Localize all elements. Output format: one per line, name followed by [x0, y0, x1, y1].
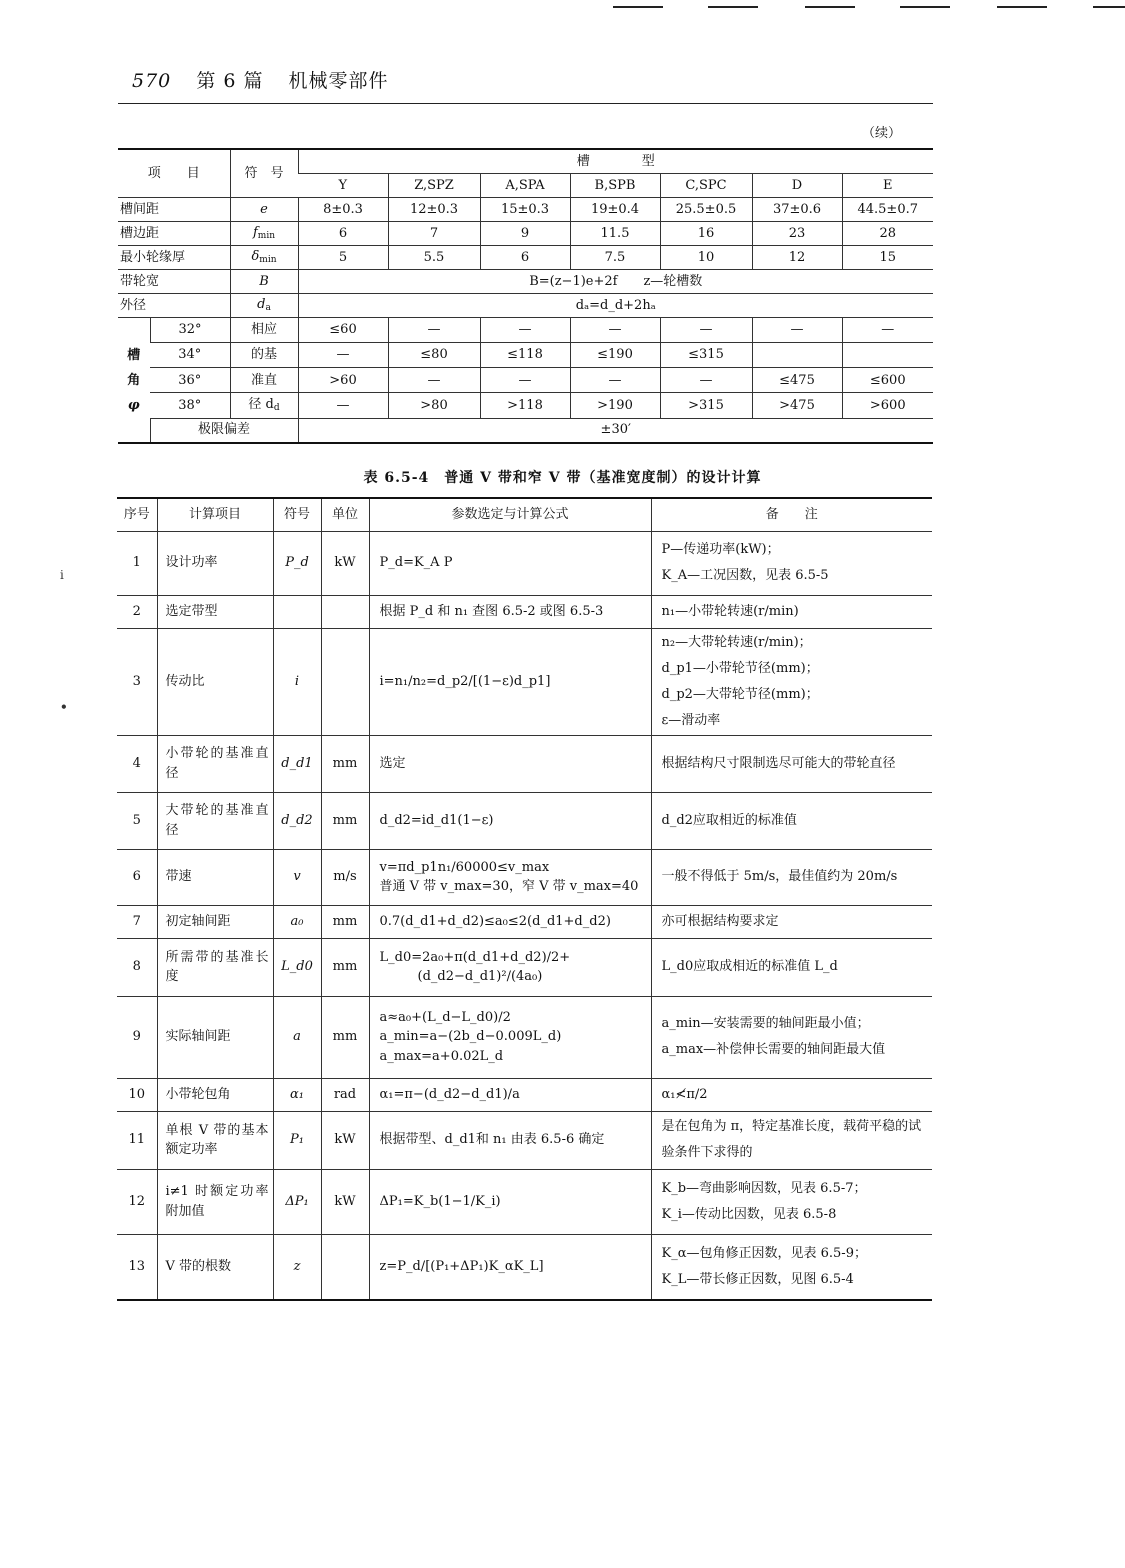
formula	[369, 1111, 651, 1169]
col-header: 单位	[321, 498, 369, 531]
table-row	[118, 393, 933, 418]
symbol	[273, 595, 321, 628]
row-number: 2	[117, 595, 157, 628]
row-number: 1	[117, 531, 157, 595]
table-row	[118, 343, 933, 368]
formula	[369, 996, 651, 1078]
calc-item: 单根 V 带的基本额定功率	[157, 1111, 273, 1169]
table-row	[117, 735, 932, 792]
note-line: 亦可根据结构要求定	[661, 913, 779, 929]
formula	[369, 792, 651, 849]
symbol: P_d	[273, 531, 321, 595]
table-cell: 6	[480, 246, 570, 270]
note-line: K_α—包角修正因数，见表 6.5-9；	[661, 1245, 867, 1261]
note-line: d_d2应取相近的标准值	[661, 812, 797, 828]
formula-line: 普通 V 带 v_max=30，窄 V 带 v_max=40	[379, 879, 639, 894]
unit: rad	[321, 1078, 369, 1111]
table-cell: >190	[570, 393, 660, 418]
col-header-symbol: 符 号	[230, 149, 298, 198]
groove-type: Y	[298, 174, 388, 198]
section-title: 机械零部件	[288, 70, 389, 92]
col-header: 计算项目	[157, 498, 273, 531]
table-cell: 11.5	[570, 222, 660, 246]
note-line: d_p2—大带轮节径(mm)；	[661, 686, 819, 702]
unit: kW	[321, 1111, 369, 1169]
col-header: 序号	[117, 498, 157, 531]
scan-mark: •	[60, 700, 68, 714]
table-cell: ≤475	[752, 368, 842, 393]
note-line: α₁≮π/2	[661, 1086, 708, 1102]
groove-type: C,SPC	[660, 174, 752, 198]
row-symbol: $d_a$	[230, 294, 298, 318]
note-line: 一般不得低于 5m/s，最佳值约为 20m/s	[661, 869, 898, 884]
table-cell: 5	[298, 246, 388, 270]
formula	[369, 595, 651, 628]
symbol: z	[273, 1234, 321, 1300]
note	[651, 1169, 932, 1234]
table-row	[118, 318, 933, 343]
table-cell: >60	[298, 368, 388, 393]
tolerance-label: 极限偏差	[150, 418, 298, 443]
table-row	[117, 849, 932, 905]
formula	[369, 531, 651, 595]
table-cell: 7	[388, 222, 480, 246]
groove-type: Z,SPZ	[388, 174, 480, 198]
table-cell: 8±0.3	[298, 198, 388, 222]
table-cell: —	[388, 318, 480, 343]
calc-item: 小带轮的基准直径	[157, 735, 273, 792]
formula	[369, 628, 651, 735]
table-cell: 15±0.3	[480, 198, 570, 222]
tolerance-value: ±30′	[298, 418, 933, 443]
table-cell: 28	[842, 222, 933, 246]
calc-item: V 带的根数	[157, 1234, 273, 1300]
note	[651, 849, 932, 905]
angle-value: 36°	[150, 368, 230, 393]
angle-value: 32°	[150, 318, 230, 343]
col-header-groove: 槽 型	[298, 149, 933, 174]
unit	[321, 1234, 369, 1300]
table-row	[118, 198, 933, 222]
formula-line: 选定	[379, 755, 406, 771]
table-cell	[842, 343, 933, 368]
calc-item: 大带轮的基准直径	[157, 792, 273, 849]
note-line: a_min—安装需要的轴间距最小值；	[661, 1016, 870, 1031]
table-cell: ≤60	[298, 318, 388, 343]
table-cell: —	[570, 368, 660, 393]
note	[651, 996, 932, 1078]
row-label: 外径	[118, 294, 230, 318]
table-cell: 44.5±0.7	[842, 198, 933, 222]
groove-type: B,SPB	[570, 174, 660, 198]
table-row	[117, 628, 932, 735]
formula	[369, 849, 651, 905]
table-cell: —	[480, 368, 570, 393]
note-line: P—传递功率(kW)；	[661, 542, 780, 557]
unit: mm	[321, 996, 369, 1078]
unit: mm	[321, 792, 369, 849]
row-number: 3	[117, 628, 157, 735]
part-label: 第 6 篇	[196, 70, 264, 92]
symbol: i	[273, 628, 321, 735]
table-cell: ≤600	[842, 368, 933, 393]
unit	[321, 628, 369, 735]
row-symbol: $\delta_{min}$	[230, 246, 298, 270]
table-row	[118, 294, 933, 318]
table-cell: —	[298, 343, 388, 368]
note	[651, 792, 932, 849]
formula-line: α₁=π−(d_d2−d_d1)/a	[379, 1086, 520, 1102]
table-row	[117, 1078, 932, 1111]
col-header-item: 项 目	[118, 149, 230, 198]
note	[651, 1111, 932, 1169]
formula	[369, 1169, 651, 1234]
formula	[369, 1078, 651, 1111]
unit	[321, 595, 369, 628]
note-line: 根据结构尺寸限制选尽可能大的带轮直径	[661, 755, 896, 771]
angle-value: 34°	[150, 343, 230, 368]
table-cell: 25.5±0.5	[660, 198, 752, 222]
formula-line: a_min=a−(2b_d−0.009L_d)	[379, 1029, 562, 1045]
calc-item: 初定轴间距	[157, 905, 273, 938]
note-line: K_A—工况因数，见表 6.5-5	[661, 568, 829, 583]
col-header: 参数选定与计算公式	[369, 498, 651, 531]
row-label: 槽边距	[118, 222, 230, 246]
row-number: 10	[117, 1078, 157, 1111]
note-line: d_p1—小带轮节径(mm)；	[661, 660, 819, 676]
row-symbol: $f_{min}$	[230, 222, 298, 246]
continued-label: （续）	[862, 126, 902, 141]
table-cell	[752, 343, 842, 368]
table-cell: 12	[752, 246, 842, 270]
table-cell: >600	[842, 393, 933, 418]
symbol: ΔP₁	[273, 1169, 321, 1234]
table-cell: —	[660, 318, 752, 343]
groove-type: E	[842, 174, 933, 198]
formula-line: ΔP₁=K_b(1−1/K_i)	[379, 1193, 501, 1209]
formula-line: i=n₁/n₂=d_p2/[(1−ε)d_p1]	[379, 673, 551, 689]
note	[651, 531, 932, 595]
table-cell: —	[752, 318, 842, 343]
table-cell: 12±0.3	[388, 198, 480, 222]
note-line: K_i—传动比因数，见表 6.5-8	[661, 1206, 837, 1222]
table-row	[117, 1169, 932, 1234]
table-cell: 9	[480, 222, 570, 246]
table-row	[117, 996, 932, 1078]
table-row	[118, 270, 933, 294]
row-number: 8	[117, 938, 157, 996]
table-cell: 23	[752, 222, 842, 246]
table-cell: 10	[660, 246, 752, 270]
groove-dimension-table	[118, 148, 933, 444]
table-row	[117, 938, 932, 996]
note	[651, 938, 932, 996]
formula-line: z=P_d/[(P₁+ΔP₁)K_αK_L]	[379, 1259, 544, 1274]
table-row	[118, 246, 933, 270]
unit: m/s	[321, 849, 369, 905]
table-cell: —	[480, 318, 570, 343]
row-number: 7	[117, 905, 157, 938]
row-symbol: B	[230, 270, 298, 294]
table-row	[117, 595, 932, 628]
note-line: n₂—大带轮转速(r/min)；	[661, 634, 812, 650]
table-cell: 37±0.6	[752, 198, 842, 222]
table-cell: ≤80	[388, 343, 480, 368]
formula-line: a_max=a+0.02L_d	[379, 1048, 504, 1064]
table-cell: ≤190	[570, 343, 660, 368]
row-number: 4	[117, 735, 157, 792]
row-number: 5	[117, 792, 157, 849]
calc-item: 所需带的基准长度	[157, 938, 273, 996]
table-row	[117, 792, 932, 849]
table-cell: 19±0.4	[570, 198, 660, 222]
formula-line: 根据 P_d 和 n₁ 查图 6.5-2 或图 6.5-3	[379, 603, 604, 619]
table-cell: 15	[842, 246, 933, 270]
scan-mark: i	[60, 568, 64, 582]
calc-item: 传动比	[157, 628, 273, 735]
table-cell: 5.5	[388, 246, 480, 270]
table-cell: >80	[388, 393, 480, 418]
table-cell: —	[842, 318, 933, 343]
formula-cell: dₐ=d_d+2hₐ	[298, 294, 933, 318]
table-row	[118, 368, 933, 393]
groove-angle-label: 槽 角 φ	[127, 348, 141, 413]
symbol: a₀	[273, 905, 321, 938]
table-cell: —	[660, 368, 752, 393]
formula-line: a≈a₀+(L_d−L_d0)/2	[379, 1009, 511, 1025]
table-cell: 16	[660, 222, 752, 246]
col-header: 符号	[273, 498, 321, 531]
calc-item: 小带轮包角	[157, 1078, 273, 1111]
formula-line: (d_d2−d_d1)²/(4a₀)	[417, 969, 543, 984]
row-label: 最小轮缘厚	[118, 246, 230, 270]
design-calculation-table	[117, 497, 932, 1301]
table-cell: ≤315	[660, 343, 752, 368]
table-body	[117, 531, 932, 1300]
note	[651, 735, 932, 792]
formula-line: L_d0=2a₀+π(d_d1+d_d2)/2+	[379, 949, 571, 965]
row-label: 带轮宽	[118, 270, 230, 294]
note-line: K_L—带长修正因数，见图 6.5-4	[661, 1271, 854, 1287]
table-title: 表 6.5-4 普通 V 带和窄 V 带（基准宽度制）的设计计算	[363, 470, 762, 486]
note	[651, 595, 932, 628]
calc-item: 设计功率	[157, 531, 273, 595]
symbol: d_d2	[273, 792, 321, 849]
diam-label: 径 $d_d$	[230, 393, 298, 418]
calc-item: 实际轴间距	[157, 996, 273, 1078]
table-cell: —	[388, 368, 480, 393]
formula-line: v=πd_p1n₁/60000≤v_max	[379, 859, 550, 875]
table-row	[117, 1111, 932, 1169]
diam-label: 相应	[230, 318, 298, 343]
formula-line: 0.7(d_d1+d_d2)≤a₀≤2(d_d1+d_d2)	[379, 913, 611, 929]
table-row	[117, 531, 932, 595]
groove-type: D	[752, 174, 842, 198]
formula-cell: B=(z−1)e+2f z—轮槽数	[298, 270, 933, 294]
page-header	[132, 66, 389, 93]
table-row	[118, 222, 933, 246]
page-number: 570	[132, 70, 172, 92]
note	[651, 1234, 932, 1300]
empty-cell	[118, 418, 150, 443]
table-cell: >475	[752, 393, 842, 418]
formula-line: d_d2=id_d1(1−ε)	[379, 812, 494, 828]
calc-item: 带速	[157, 849, 273, 905]
symbol: a	[273, 996, 321, 1078]
table-row	[118, 418, 933, 443]
symbol: P₁	[273, 1111, 321, 1169]
table-cell: ≤118	[480, 343, 570, 368]
calc-item: 选定带型	[157, 595, 273, 628]
diam-label: 准直	[230, 368, 298, 393]
note	[651, 905, 932, 938]
note-line: n₁—小带轮转速(r/min)	[661, 603, 799, 619]
row-number: 11	[117, 1111, 157, 1169]
formula	[369, 938, 651, 996]
row-number: 6	[117, 849, 157, 905]
table-row	[117, 905, 932, 938]
unit: mm	[321, 905, 369, 938]
symbol: L_d0	[273, 938, 321, 996]
note	[651, 628, 932, 735]
formula	[369, 1234, 651, 1300]
table-cell: >118	[480, 393, 570, 418]
row-label: 槽间距	[118, 198, 230, 222]
note-line: ε—滑动率	[661, 712, 721, 728]
symbol: d_d1	[273, 735, 321, 792]
symbol: v	[273, 849, 321, 905]
unit: mm	[321, 735, 369, 792]
col-header: 备 注	[651, 498, 932, 531]
formula	[369, 905, 651, 938]
note-line: a_max—补偿伸长需要的轴间距最大值	[661, 1042, 886, 1057]
table-cell: 7.5	[570, 246, 660, 270]
row-number: 13	[117, 1234, 157, 1300]
row-number: 12	[117, 1169, 157, 1234]
table-row	[117, 1234, 932, 1300]
table-cell: 6	[298, 222, 388, 246]
unit: kW	[321, 1169, 369, 1234]
row-number: 9	[117, 996, 157, 1078]
unit: mm	[321, 938, 369, 996]
table-cell: —	[570, 318, 660, 343]
note-line: K_b—弯曲影响因数，见表 6.5-7；	[661, 1180, 867, 1196]
table-cell: —	[298, 393, 388, 418]
angle-value: 38°	[150, 393, 230, 418]
note-line: L_d0应取成相近的标准值 L_d	[661, 959, 838, 974]
symbol: α₁	[273, 1078, 321, 1111]
diam-label: 的基	[230, 343, 298, 368]
calc-item: i≠1 时额定功率附加值	[157, 1169, 273, 1234]
formula-line: P_d=K_A P	[379, 555, 453, 571]
groove-type: A,SPA	[480, 174, 570, 198]
formula	[369, 735, 651, 792]
row-symbol: e	[230, 198, 298, 222]
formula-line: 根据带型、d_d1和 n₁ 由表 6.5-6 确定	[379, 1132, 605, 1148]
unit: kW	[321, 531, 369, 595]
table-cell: >315	[660, 393, 752, 418]
note-line: 是在包角为 π，特定基准长度，载荷平稳的试验条件下求得的	[661, 1119, 922, 1160]
header-rule	[118, 103, 933, 104]
note	[651, 1078, 932, 1111]
